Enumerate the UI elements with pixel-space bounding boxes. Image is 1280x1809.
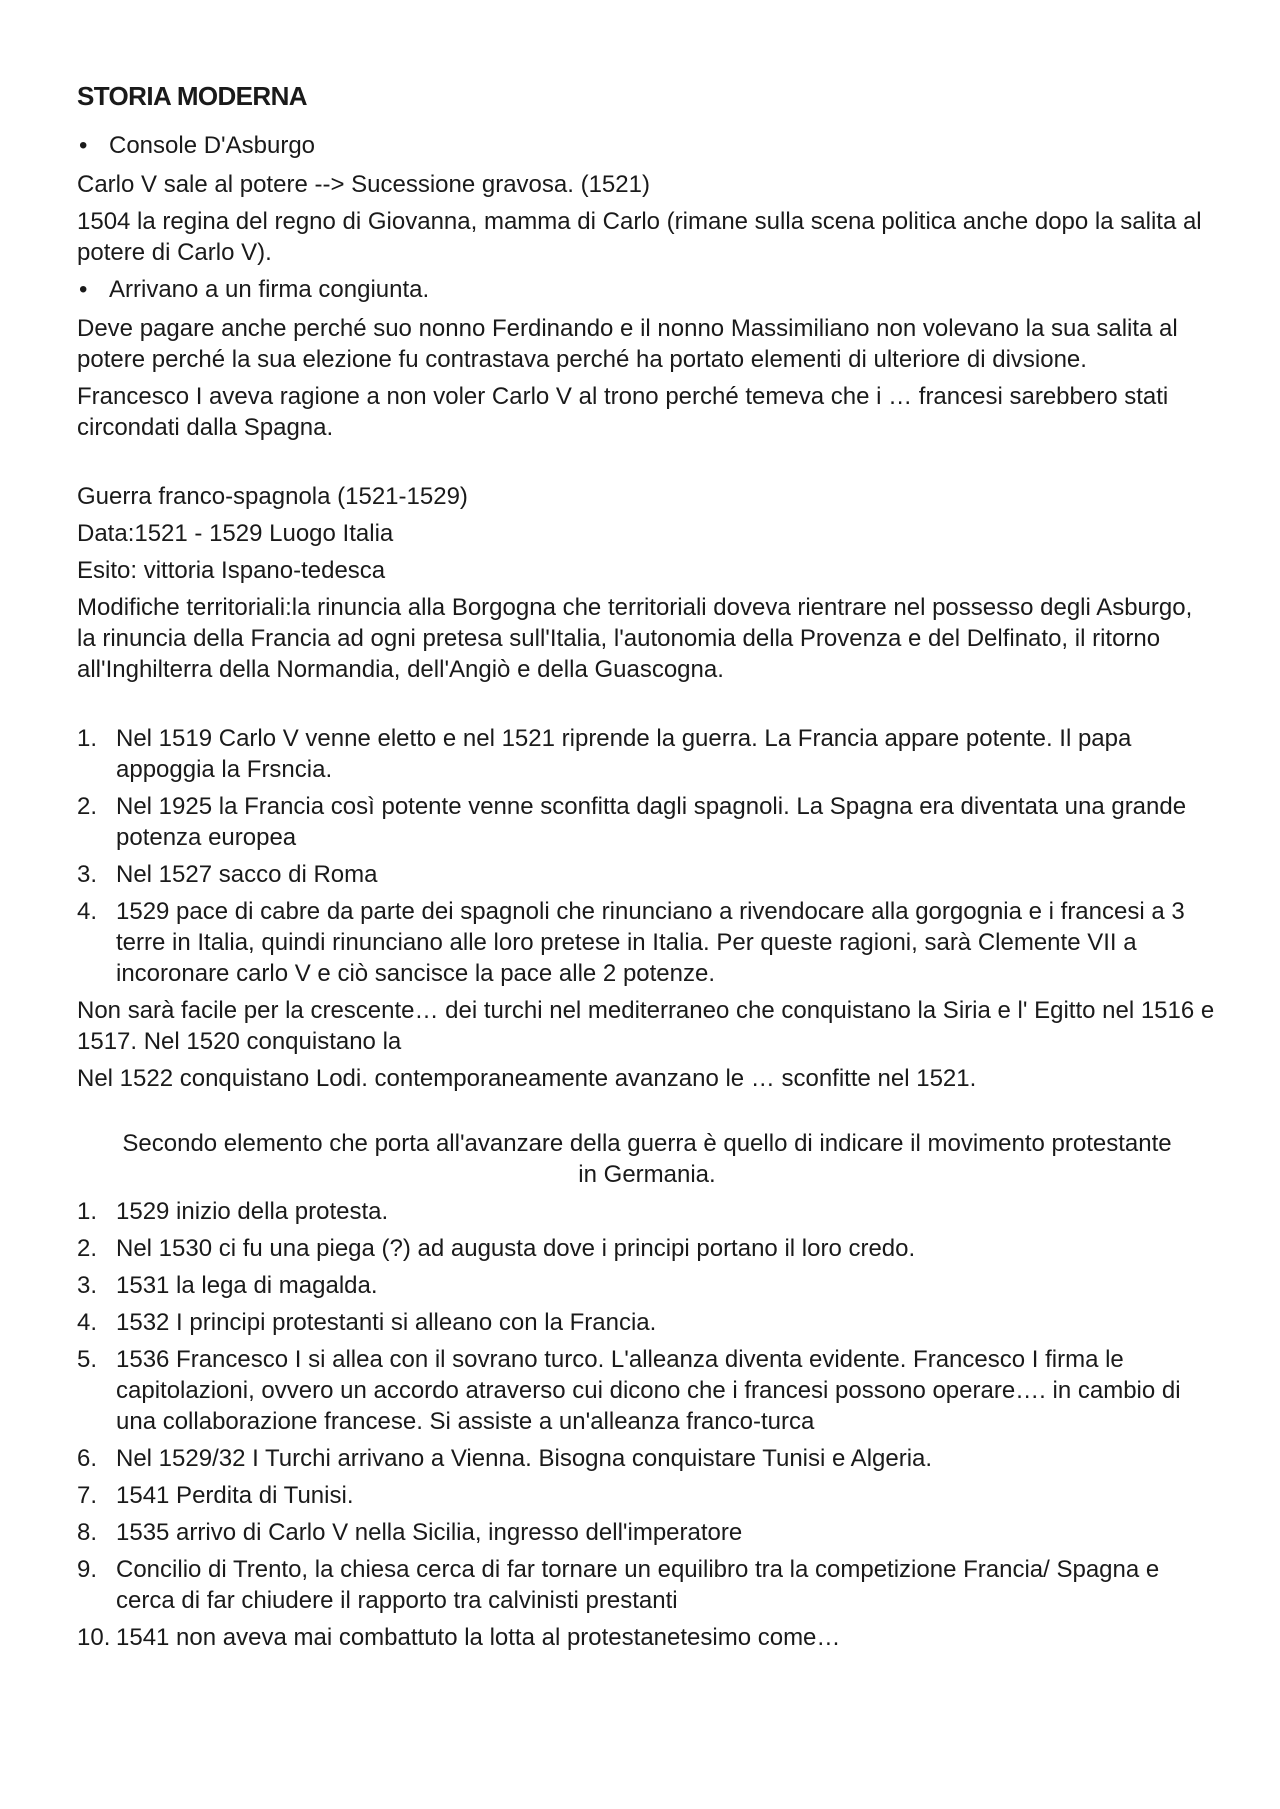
paragraph: 1504 la regina del regno di Giovanna, mamma di Carlo (rimane sulla scena politica anche dopo la salita al potere di Carlo V). xyxy=(77,208,1202,266)
list-item-text: Nel 1925 la Francia così potente venne sconfitta dagli spagnoli. La Spagna era diventata una grande potenza europea xyxy=(116,793,1187,851)
war-title: Guerra franco-spagnola (1521-1529) xyxy=(77,483,468,510)
list-item-text: 1536 Francesco I si allea con il sovrano turco. L'alleanza diventa evidente. Francesco I firma le capitolazioni, ovvero un accordo atraverso cui dicono che i francesi possono operare…. in cambio di una collaborazione francese. Si assiste a un'alleanza franco-turca xyxy=(116,1346,1181,1435)
list-item xyxy=(77,723,1217,785)
list-number: 10. xyxy=(77,1624,111,1651)
paragraph: Carlo V sale al potere --> Sucessione gravosa. (1521) xyxy=(77,171,650,198)
list-item xyxy=(77,1307,1217,1338)
list-number: 9. xyxy=(77,1556,98,1583)
list-item-text: 1541 Perdita di Tunisi. xyxy=(116,1482,354,1509)
list-number: 4. xyxy=(77,1309,98,1336)
list-item xyxy=(77,1233,1217,1264)
list-number: 1. xyxy=(77,725,98,752)
list-item xyxy=(77,1622,1217,1653)
list-item xyxy=(77,1554,1217,1616)
list-item xyxy=(77,791,1217,853)
spacer xyxy=(77,1100,1217,1128)
list-item-text: 1531 la lega di magalda. xyxy=(116,1272,378,1299)
list-item xyxy=(77,1443,1217,1474)
list-item-text: 1529 pace di cabre da parte dei spagnoli che rinunciano a rivendocare alla gorgognia e i francesi a 3 terre in Italia, quindi rinunciano alle loro pretese in Italia. Per queste ragioni, sarà Clemente VII a incoronare carlo V e ciò sancisce la pace alle 2 potenze. xyxy=(116,898,1185,987)
bullet-item: • Console D'Asburgo xyxy=(77,130,1217,161)
numbered-list-protest xyxy=(77,1196,1217,1653)
list-item xyxy=(77,1480,1217,1511)
list-number: 4. xyxy=(77,898,98,925)
list-number: 3. xyxy=(77,861,98,888)
list-item-text: Nel 1529/32 I Turchi arrivano a Vienna. Bisogna conquistare Tunisi e Algeria. xyxy=(116,1445,933,1472)
list-number: 6. xyxy=(77,1445,98,1472)
list-item xyxy=(77,859,1217,890)
war-modifiche: Modifiche territoriali:la rinuncia alla Borgogna che territoriali doveva rientrare nel possesso degli Asburgo, la rinuncia della Francia ad ogni pretesa sull'Italia, l'autonomia della Provenza e del Delfinato, il ritorno all'Inghilterra della Normandia, dell'Angiò e della Guascogna. xyxy=(77,594,1193,683)
page-title: STORIA MODERNA xyxy=(77,81,307,111)
list-number: 7. xyxy=(77,1482,98,1509)
centered-heading: Secondo elemento che porta all'avanzare della guerra è quello di indicare il movimento protestante in Germania. xyxy=(122,1130,1172,1188)
list-item-text: Concilio di Trento, la chiesa cerca di far tornare un equilibro tra la competizione Francia/ Spagna e cerca di far chiudere il rapporto tra calvinisti prestanti xyxy=(116,1556,1160,1614)
list-item-text: 1535 arrivo di Carlo V nella Sicilia, ingresso dell'imperatore xyxy=(116,1519,743,1546)
numbered-list-war xyxy=(77,723,1217,989)
list-item xyxy=(77,896,1217,989)
list-number: 5. xyxy=(77,1346,98,1373)
war-data: Data:1521 - 1529 Luogo Italia xyxy=(77,520,394,547)
paragraph: Nel 1522 conquistano Lodi. contemporaneamente avanzano le … sconfitte nel 1521. xyxy=(77,1065,977,1092)
list-item-text: 1529 inizio della protesta. xyxy=(116,1198,389,1225)
list-item-text: 1541 non aveva mai combattuto la lotta al protestanetesimo come… xyxy=(116,1624,841,1651)
list-item-text: Nel 1527 sacco di Roma xyxy=(116,861,378,888)
paragraph: Non sarà facile per la crescente… dei turchi nel mediterraneo che conquistano la Siria e l' Egitto nel 1516 e 1517. Nel 1520 conquistano la xyxy=(77,997,1215,1055)
list-number: 2. xyxy=(77,793,98,820)
list-item-text: Nel 1519 Carlo V venne eletto e nel 1521 riprende la guerra. La Francia appare potente. Il papa appoggia la Frsncia. xyxy=(116,725,1132,783)
list-number: 8. xyxy=(77,1519,98,1546)
list-item xyxy=(77,1270,1217,1301)
list-item xyxy=(77,1344,1217,1437)
war-esito: Esito: vittoria Ispano-tedesca xyxy=(77,557,386,584)
paragraph: Francesco I aveva ragione a non voler Carlo V al trono perché temeva che i … francesi sarebbero stati circondati dalla Spagna. xyxy=(77,383,1169,441)
list-number: 3. xyxy=(77,1272,98,1299)
spacer xyxy=(77,449,1217,481)
list-item xyxy=(77,1196,1217,1227)
list-number: 1. xyxy=(77,1198,98,1225)
spacer xyxy=(77,691,1217,723)
bullet-item: • Arrivano a un firma congiunta. xyxy=(77,274,1217,305)
paragraph: Deve pagare anche perché suo nonno Ferdinando e il nonno Massimiliano non volevano la sua salita al potere perché la sua elezione fu contrastava perché ha portato elementi di ulteriore di divsione. xyxy=(77,315,1178,373)
document-page xyxy=(77,80,1217,1659)
list-item-text: 1532 I principi protestanti si alleano con la Francia. xyxy=(116,1309,657,1336)
list-item-text: Nel 1530 ci fu una piega (?) ad augusta dove i principi portano il loro credo. xyxy=(116,1235,916,1262)
list-number: 2. xyxy=(77,1235,98,1262)
list-item xyxy=(77,1517,1217,1548)
